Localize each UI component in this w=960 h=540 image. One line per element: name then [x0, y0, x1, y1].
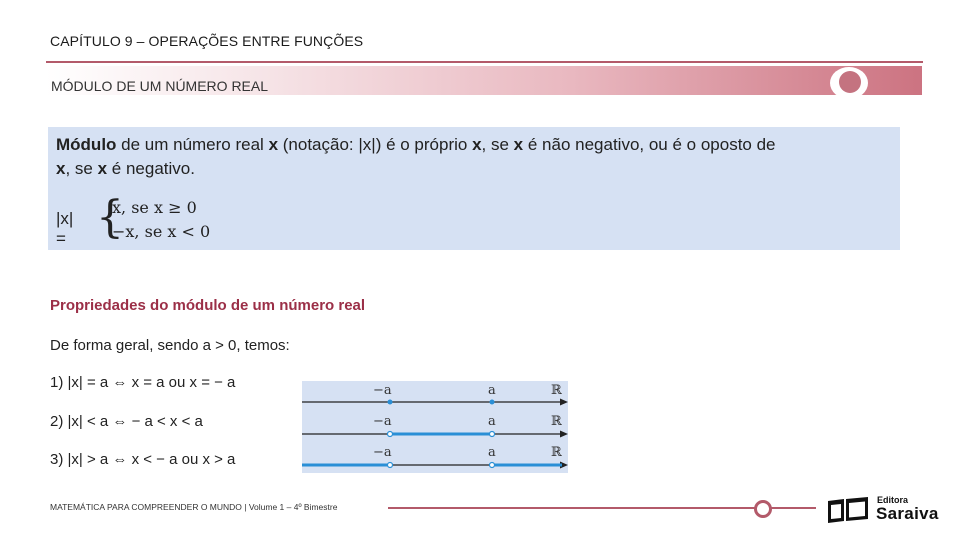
def-part: , se	[481, 135, 514, 154]
editora-saraiva-logo	[824, 494, 944, 526]
def-part: (notação: |x|) é o próprio	[278, 135, 473, 154]
formula-brace: {	[96, 192, 124, 243]
definition-text	[56, 133, 894, 181]
def-part: de um número real	[116, 135, 269, 154]
formula-lhs: |x| =	[56, 209, 74, 248]
label-neg-a: −a	[373, 414, 392, 429]
number-line-3-axis	[302, 445, 568, 469]
footer-circle-icon	[754, 500, 772, 518]
label-reals: ℝ	[551, 445, 562, 460]
label-a: a	[488, 445, 496, 460]
module-title: MÓDULO DE UM NÚMERO REAL	[51, 78, 269, 94]
footer-line-left	[388, 507, 756, 509]
properties-intro: De forma geral, sendo a > 0, temos:	[50, 337, 290, 354]
property-item-1: 1) |x| = a ⇔ x = a ou x = − a	[50, 374, 236, 391]
def-part: , se	[65, 159, 98, 178]
chapter-title: CAPÍTULO 9 – OPERAÇÕES ENTRE FUNÇÕES	[50, 33, 364, 49]
property-item-2: 2) |x| < a ⇔ − a < x < a	[50, 413, 203, 430]
logo-saraiva: Saraiva	[876, 504, 939, 523]
var-x: x	[513, 135, 524, 154]
properties-title: Propriedades do módulo de um número real	[50, 297, 366, 314]
def-part: é negativo.	[107, 159, 195, 178]
footer-text: MATEMÁTICA PARA COMPREENDER O MUNDO | Volume 1 – 4º Bimestre	[50, 502, 338, 512]
label-a: a	[488, 383, 496, 398]
header-divider	[46, 61, 923, 63]
number-line-2	[302, 414, 568, 438]
number-line-1-axis	[302, 383, 568, 407]
def-part: é não negativo, ou é o oposto de	[523, 135, 776, 154]
property-item-3: 3) |x| > a ⇔ x < − a ou x > a	[50, 451, 236, 468]
term-modulo: Módulo	[56, 135, 117, 154]
label-reals: ℝ	[551, 414, 562, 429]
var-x: x	[472, 135, 482, 154]
var-x: x	[56, 159, 66, 178]
label-reals: ℝ	[551, 383, 562, 398]
number-line-3	[302, 445, 568, 469]
var-x: x	[268, 135, 279, 154]
banner-dot-icon	[839, 71, 861, 93]
logo-editora: Editora	[877, 495, 909, 505]
formula-case-1: x, se x ≥ 0	[112, 198, 197, 217]
label-neg-a: −a	[373, 383, 392, 398]
var-x: x	[97, 159, 108, 178]
label-neg-a: −a	[373, 445, 392, 460]
number-line-2-axis	[302, 414, 568, 438]
book-icon	[824, 495, 872, 525]
number-line-1	[302, 383, 568, 407]
label-a: a	[488, 414, 496, 429]
footer-line-right	[768, 507, 816, 509]
formula-case-2: −x, se x < 0	[112, 222, 211, 241]
